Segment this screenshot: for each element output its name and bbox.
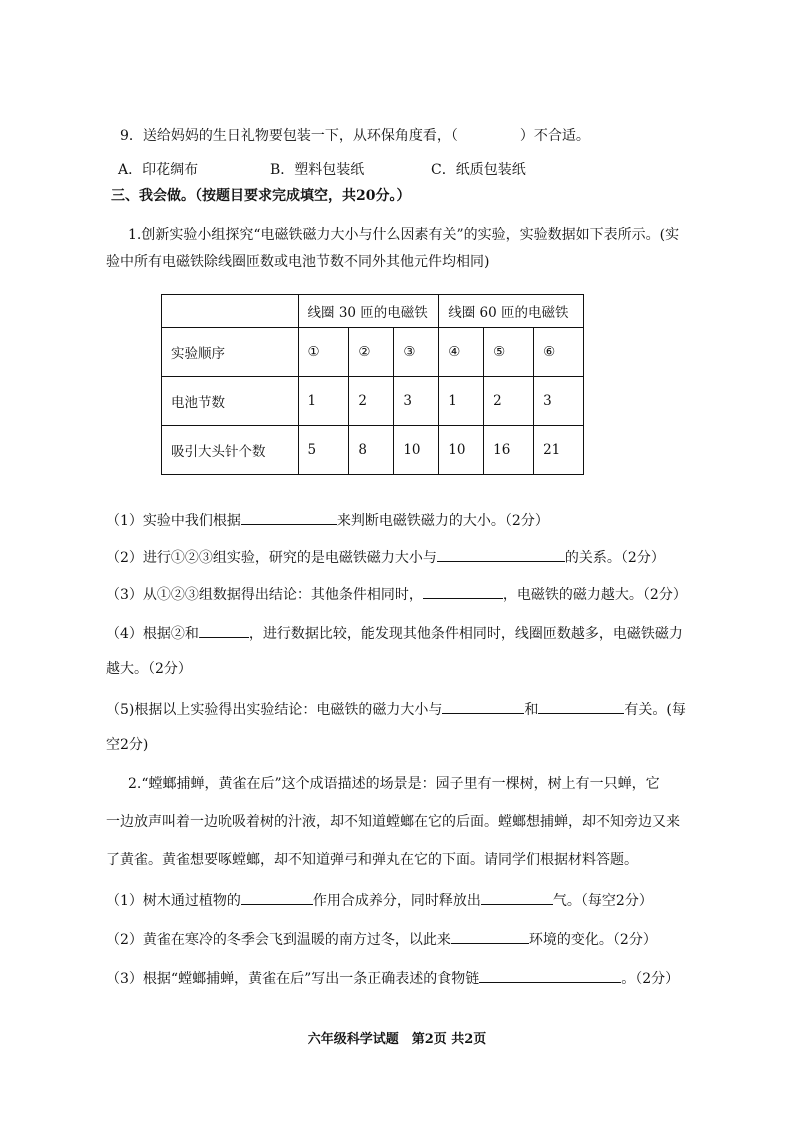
item2-q2: [106, 929, 657, 950]
item1-q3-text-before: （3）从①②③组数据得出结论：其他条件相同时，: [106, 587, 423, 603]
item2-q3-text-before: （3）根据“螳螂捕蝉，黄雀在后”写出一条正确表述的食物链: [106, 971, 480, 987]
table-row-label: 实验顺序: [162, 328, 299, 377]
q9-stem: [120, 126, 590, 146]
item1-q4: [106, 623, 683, 644]
table-cell: 3: [394, 377, 439, 426]
table-cell: ④: [439, 328, 484, 377]
table-cell: 10: [394, 426, 439, 475]
item1-q4-blank[interactable]: [199, 623, 249, 638]
item1-intro-line2: 验中所有电磁铁除线圈匝数或电池节数不同外其他元件均相同): [106, 254, 490, 270]
item2-q1-text-after: 气。（每空2分）: [552, 893, 653, 909]
table-row: [162, 328, 584, 377]
item1-q4-line2: 越大。（2分）: [106, 661, 192, 677]
section3-heading-prefix: 三、我会做。: [111, 188, 195, 204]
table-row-label: 电池节数: [162, 377, 299, 426]
item2-q1: [106, 890, 653, 911]
table-row: [162, 377, 584, 426]
table-group-header-30: 线圈 30 匝的电磁铁: [298, 295, 439, 328]
table-cell: ①: [298, 328, 349, 377]
item1-q1-text-after: 来判断电磁铁磁力的大小。（2分）: [336, 513, 549, 529]
item1-intro-line1: 1.创新实验小组探究“电磁铁磁力大小与什么因素有关”的实验，实验数据如下表所示。(实: [128, 227, 680, 243]
q9-text-after: ）不合适。: [519, 128, 590, 144]
table-row-label: 吸引大头针个数: [162, 426, 299, 475]
item1-q2: [106, 547, 665, 568]
item1-q3: [106, 584, 687, 605]
q9-text-before: 9．送给妈妈的生日礼物要包装一下，从环保角度看，（: [120, 128, 458, 144]
table-cell: ③: [394, 328, 439, 377]
table-cell: 1: [298, 377, 349, 426]
item1-q2-blank[interactable]: [437, 547, 565, 562]
item1-q5: [106, 699, 686, 720]
section3-heading-suffix: （按题目要求完成填空，共20分。）: [195, 188, 411, 204]
item2-q2-blank[interactable]: [451, 929, 529, 944]
item1-q5-text-after: 有关。(每: [624, 702, 686, 718]
item1-q2-text-after: 的关系。（2分）: [564, 550, 665, 566]
experiment-table: [161, 294, 584, 475]
item1-q4-text-before: （4）根据②和: [106, 626, 199, 642]
item2-q3-text-after: 。（2分）: [621, 971, 680, 987]
item1-q5-blank-2[interactable]: [538, 699, 624, 714]
table-cell: 8: [349, 426, 394, 475]
item2-q2-text-after: 环境的变化。（2分）: [528, 932, 657, 948]
section3-heading: [111, 186, 410, 206]
table-cell: 5: [298, 426, 349, 475]
table-cell: 2: [349, 377, 394, 426]
item2-q3-blank[interactable]: [479, 968, 621, 983]
q9-option-a: A．印花绸布: [118, 162, 199, 178]
page-footer: 六年级科学试题 第2页 共2页: [307, 1032, 487, 1047]
item2-q3: [106, 968, 679, 989]
table-corner-cell: [162, 295, 299, 328]
table-cell: 21: [534, 426, 584, 475]
item2-intro-line2: 一边放声叫着一边吮吸着树的汁液，却不知道螳螂在它的后面。螳螂想捕蝉，却不知旁边又来: [106, 814, 680, 830]
item1-q5-text-middle: 和: [524, 702, 539, 718]
table-cell: ⑤: [484, 328, 534, 377]
table-cell: 10: [439, 426, 484, 475]
item1-q3-text-after: ，电磁铁的磁力越大。（2分）: [502, 587, 687, 603]
item1-q5-blank-1[interactable]: [442, 699, 524, 714]
item1-q5-line2: 空2分): [106, 737, 149, 753]
table-cell: 2: [484, 377, 534, 426]
table-row: [162, 426, 584, 475]
item2-intro-line3: 了黄雀。黄雀想要啄螳螂，却不知道弹弓和弹丸在它的下面。请同学们根据材料答题。: [106, 852, 638, 868]
item1-q4-text-after: ，进行数据比较，能发现其他条件相同时，线圈匝数越多，电磁铁磁力: [248, 626, 683, 642]
table-group-header-60: 线圈 60 匝的电磁铁: [439, 295, 584, 328]
q9-option-c: C．纸质包装纸: [431, 162, 526, 178]
item1-q1: [106, 510, 549, 531]
item2-intro-line1: 2.“螳螂捕蝉，黄雀在后”这个成语描述的场景是：园子里有一棵树，树上有一只蝉，它: [128, 776, 660, 792]
item2-q1-text-before: （1）树木通过植物的: [106, 893, 241, 909]
table-cell: ⑥: [534, 328, 584, 377]
q9-option-b: B．塑料包装纸: [270, 162, 365, 178]
item2-q1-blank-1[interactable]: [241, 890, 313, 905]
table-header-row: [162, 295, 584, 328]
item1-q5-text-before: （5)根据以上实验得出实验结论：电磁铁的磁力大小与: [106, 702, 443, 718]
table-cell: 16: [484, 426, 534, 475]
item2-q1-blank-2[interactable]: [481, 890, 553, 905]
item2-q1-text-middle: 作用合成养分，同时释放出: [312, 893, 481, 909]
table-cell: 1: [439, 377, 484, 426]
item1-q3-blank[interactable]: [423, 584, 503, 599]
item1-q1-text-before: （1）实验中我们根据: [106, 513, 241, 529]
item1-q2-text-before: （2）进行①②③组实验，研究的是电磁铁磁力大小与: [106, 550, 437, 566]
item2-q2-text-before: （2）黄雀在寒冷的冬季会飞到温暖的南方过冬，以此来: [106, 932, 451, 948]
item1-q1-blank[interactable]: [241, 510, 337, 525]
table-cell: 3: [534, 377, 584, 426]
table-cell: ②: [349, 328, 394, 377]
